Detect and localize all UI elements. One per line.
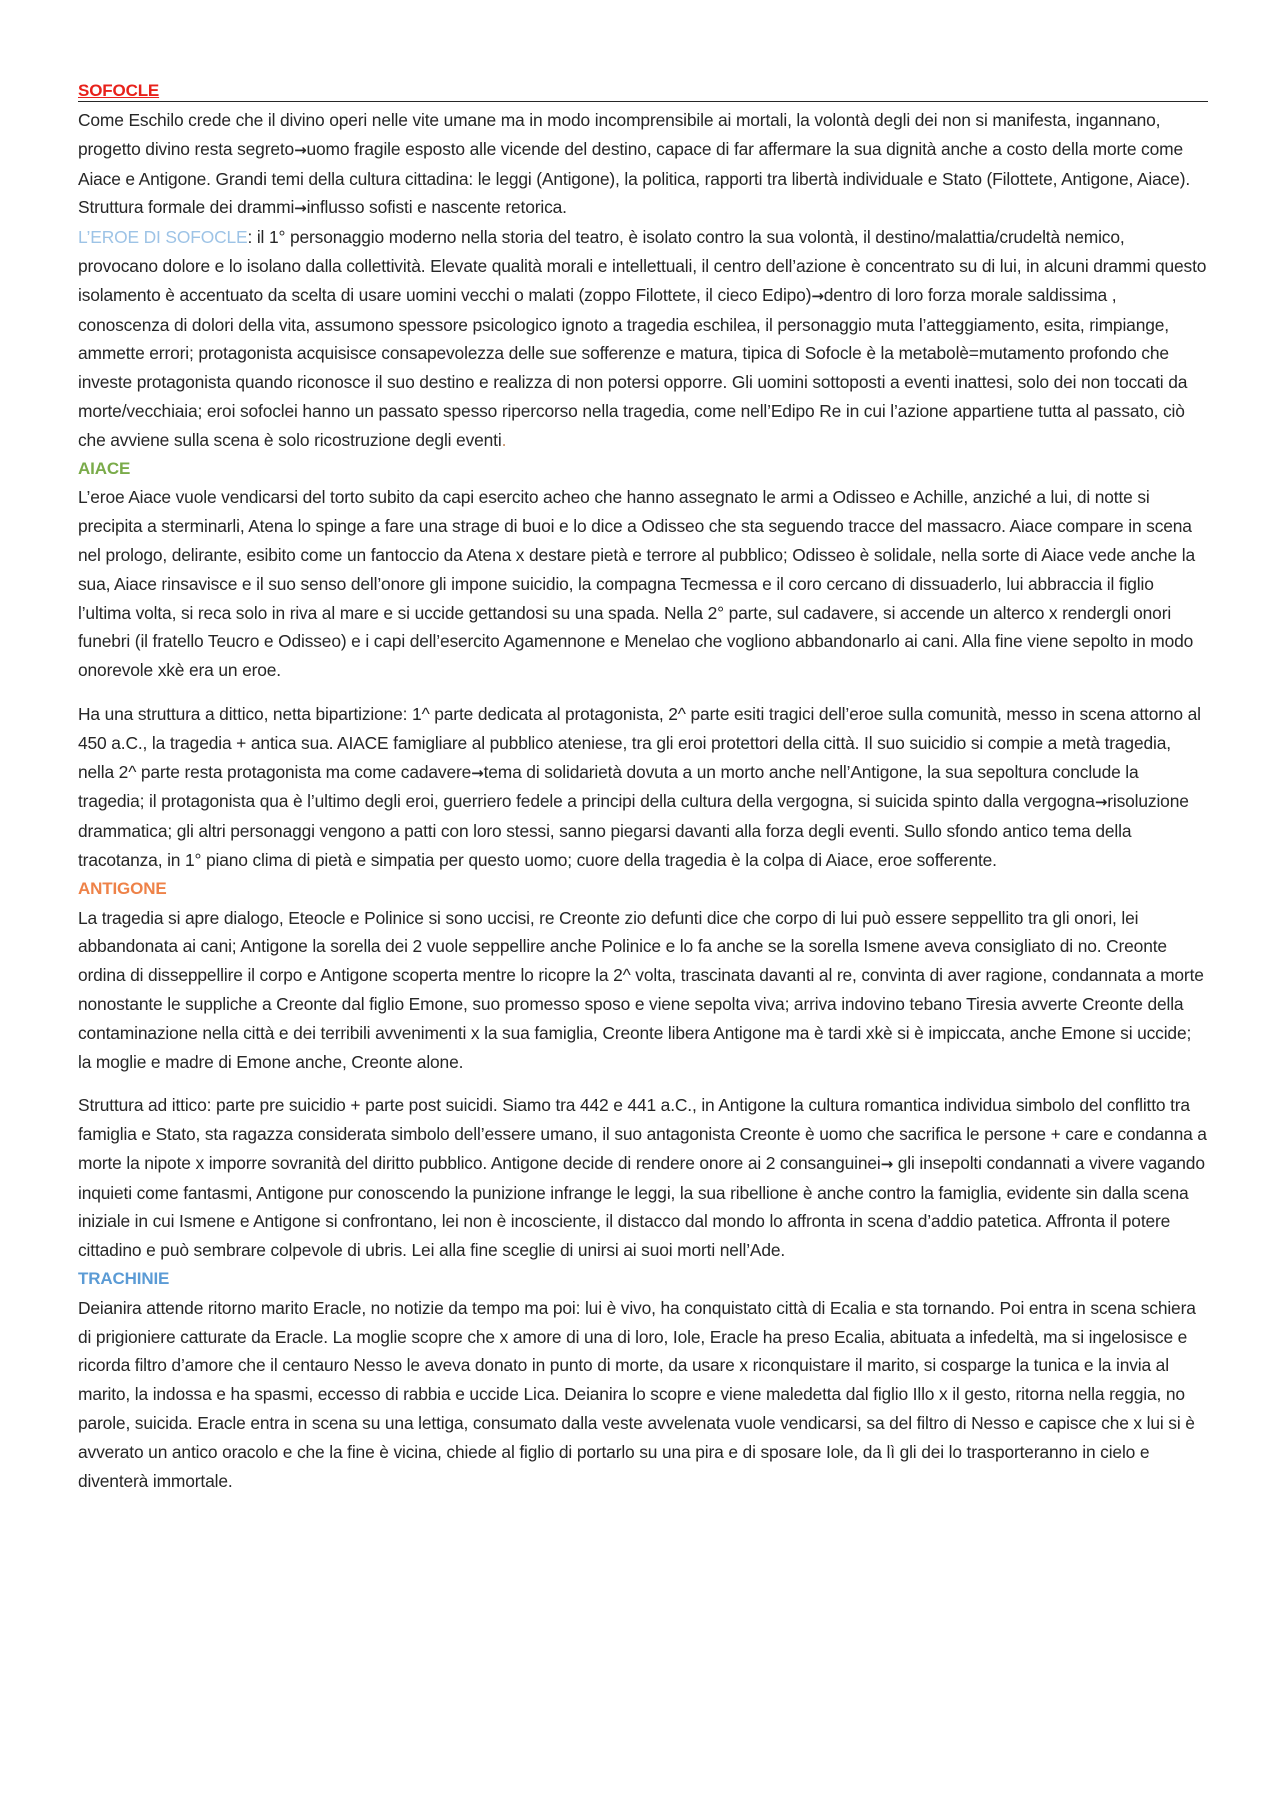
- intro-paragraph: [78, 106, 1208, 223]
- aiace-text-2c: risoluzione drammatica; gli altri personaggi vengono a patti con loro stessi, sanno piegarsi davanti alla forza degli eventi. Sullo sfondo antico tema della tracotanza, in 1° piano clima di pietà e simpatia per questo uomo; cuore della tragedia è la colpa di Aiace, eroe sofferente.: [78, 791, 1189, 870]
- aiace-paragraph-2: [78, 700, 1208, 875]
- aiace-text-2a: Ha una struttura a dittico, netta bipartizione: 1^ parte dedicata al protagonista, 2^ parte esiti tragici dell’eroe sulla comunità, messo in scena attorno al 450 a.C., la tragedia + antica sua. AIACE famigliare al pubblico ateniese, tra gli eroi protettori della città. Il suo suicidio si compie a metà tragedia, nella 2^ parte resta protagonista ma come cadavere: [78, 703, 1201, 782]
- document-page: [78, 82, 1208, 1495]
- arrow-right-icon: →: [811, 286, 824, 305]
- antigone-text-2a: Struttura ad ittico: parte pre suicidio + parte post suicidi. Siamo tra 442 e 441 a.C., in Antigone la cultura romantica individua simbolo del conflitto tra famiglia e Stato, sta ragazza considerata simbolo dell’essere umano, il suo antagonista Creonte è uomo che sacrifica le persone + care e condanna a morte la nipote x imporre sovranità del diritto pubblico. Antigone decide di rendere onore ai 2 consanguinei: [78, 1095, 1207, 1173]
- title-underline-rule: [171, 101, 1208, 102]
- trachinie-paragraph: Deianira attende ritorno marito Eracle, no notizie da tempo ma poi: lui è vivo, ha conquistato città di Ecalia e sta tornando. Poi entra in scena schiera di prigioniere catturate da Eracle. La moglie scopre che x amore di una di loro, Iole, Eracle ha preso Ecalia, abituata a infedeltà, ma si ingelosisce e ricorda filtro d’amore che il centauro Nesso le aveva donato in punto di morte, da usare x riconquistare il marito, si cosparge la tunica e la invia al marito, la indossa e ha spasmi, eccesso di rabbia e uccide Lica. Deianira lo scopre e viene maledetta dal figlio Illo x il gesto, ritorna nella reggia, no parole, suicida. Eracle entra in scena su una lettiga, consumato dalla veste avvelenata vuole vendicarsi, sa del filtro di Nesso e capisce che x lui si è avverato un antico oracolo e che la fine è vicina, chiede al figlio di portarlo su una pira e di sposare Iole, da lì gli dei lo trasporteranno in cielo e diventerà immortale.: [78, 1297, 1196, 1491]
- arrow-right-icon: →: [294, 199, 307, 218]
- eroe-heading: L’EROE DI SOFOCLE: [78, 227, 248, 248]
- title-row: [78, 82, 1208, 102]
- eroe-end-dot: .: [501, 429, 507, 450]
- intro-text-3: influsso sofisti e nascente retorica.: [306, 197, 567, 218]
- antigone-text-2b: gli insepolti condannati a vivere vagando inquieti come fantasmi, Antigone pur conoscendo la punizione infrange le leggi, la sua ribellione è anche contro la famiglia, evidente sin dalla scena iniziale in cui Ismene e Antigone si confrontano, lei non è incosciente, il distacco dal mondo lo affronta in scena d’addio patetica. Affronta il potere cittadino e può sembrare colpevole di ubris. Lei alla fine sceglie di unirsi ai suoi morti nell’Ade.: [78, 1152, 1205, 1261]
- arrow-right-icon: →: [471, 763, 484, 782]
- antigone-paragraph-1: La tragedia si apre dialogo, Eteocle e Polinice si sono uccisi, re Creonte zio defunti dice che corpo di lui può essere seppellito tra gli onori, lei abbandonata ai cani; Antigone la sorella dei 2 vuole seppellire anche Polinice e lo fa anche se la sorella Ismene aveva consigliato di no. Creonte ordina di disseppellire il corpo e Antigone scoperta mentre lo ricopre la 2^ volta, trascinata davanti al re, convinta di aver ragione, condannata a morte nonostante le suppliche a Creonte dal figlio Emone, suo promesso sposo e viene sepolta viva; arriva indovino tebano Tiresia avverte Creonte della contaminazione nella città e dei terribili avvenimenti x la sua famiglia, Creonte libera Antigone ma è tardi xkè si è impiccata, anche Emone si uccide; la moglie e madre di Emone anche, Creonte alone.: [78, 907, 1204, 1072]
- arrow-right-icon: →: [880, 1154, 894, 1173]
- eroe-text-2: dentro di loro forza morale saldissima , conoscenza di dolori della vita, assumono spessore psicologico ignoto a tragedia eschilea, il personaggio muta l’atteggiamento, esita, rimpiange, ammette errori; protagonista acquisisce consapevolezza delle sue sofferenze e matura, tipica di Sofocle è la metabolè=mutamento profondo che investe protagonista quando riconosce il suo destino e realizza di non potersi opporre. Gli uomini sottoposti a eventi inattesi, solo dei non toccati da morte/vecchiaia; eroi sofoclei hanno un passato spesso ripercorso nella tragedia, come nell’Edipo Re in cui l’azione appartiene tutta al passato, ciò che avviene sulla scena è solo ricostruzione degli eventi: [78, 284, 1188, 450]
- antigone-paragraph-2: [78, 1091, 1208, 1265]
- eroe-text-1: : il 1° personaggio moderno nella storia del teatro, è isolato contro la sua volontà, il destino/malattia/crudeltà nemico, provocano dolore e lo isolano dalla collettività. Elevate qualità morali e intellettuali, il centro dell’azione è concentrato su di lui, in alcuni drammi questo isolamento è accentuato da scelta di usare uomini vecchi o malati (zoppo Filottete, il cieco Edipo): [78, 227, 1207, 305]
- intro-text-1: Come Eschilo crede che il divino operi nelle vite umane ma in modo incomprensibile ai mortali, la volontà degli dei non si manifesta, ingannano, progetto divino resta segreto: [78, 110, 1161, 159]
- eroe-paragraph: [78, 223, 1208, 454]
- intro-text-2: uomo fragile esposto alle vicende del destino, capace di far affermare la sua dignità anche a costo della morte come Aiace e Antigone. Grandi temi della cultura cittadina: le leggi (Antigone), la politica, rapporti tra libertà individuale e Stato (Filottete, Antigone, Aiace). Struttura formale dei drammi: [78, 138, 1191, 218]
- arrow-right-icon: →: [294, 140, 307, 159]
- document-title: SOFOCLE: [78, 81, 171, 102]
- aiace-paragraph-1: L’eroe Aiace vuole vendicarsi del torto subito da capi esercito acheo che hanno assegnato le armi a Odisseo e Achille, anziché a lui, di notte si precipita a sterminarli, Atena lo spinge a fare una strage di buoi e lo dice a Odisseo che sta seguendo tracce del massacro. Aiace compare in scena nel prologo, delirante, esibito come un fantoccio da Atena x destare pietà e terrore al pubblico; Odisseo è solidale, nella sorte di Aiace vede anche la sua, Aiace rinsavisce e il suo senso dell’onore gli impone suicidio, la compagna Tecmessa e il coro cercano di dissuaderlo, lui abbraccia il figlio l’ultima volta, si reca solo in riva al mare e si uccide gettandosi su una spada. Nella 2° parte, sul cadavere, si accende un alterco x rendergli onori funebri (il fratello Teucro e Odisseo) e i capi dell’esercito Agamennone e Menelao che vogliono abbandonarlo ai cani. Alla fine viene sepolto in modo onorevole xkè era un eroe.: [78, 487, 1196, 681]
- aiace-heading: AIACE: [78, 458, 131, 478]
- trachinie-heading: TRACHINIE: [78, 1269, 170, 1289]
- antigone-heading: ANTIGONE: [78, 878, 167, 898]
- arrow-right-icon: →: [1094, 793, 1108, 812]
- aiace-text-2b: tema di solidarietà dovuta a un morto anche nell’Antigone, la sua sepoltura conclude la tragedia; il protagonista qua è l’ultimo degli eroi, guerriero fedele a principi della cultura della vergogna, si suicida spinto dalla vergogna: [78, 761, 1139, 812]
